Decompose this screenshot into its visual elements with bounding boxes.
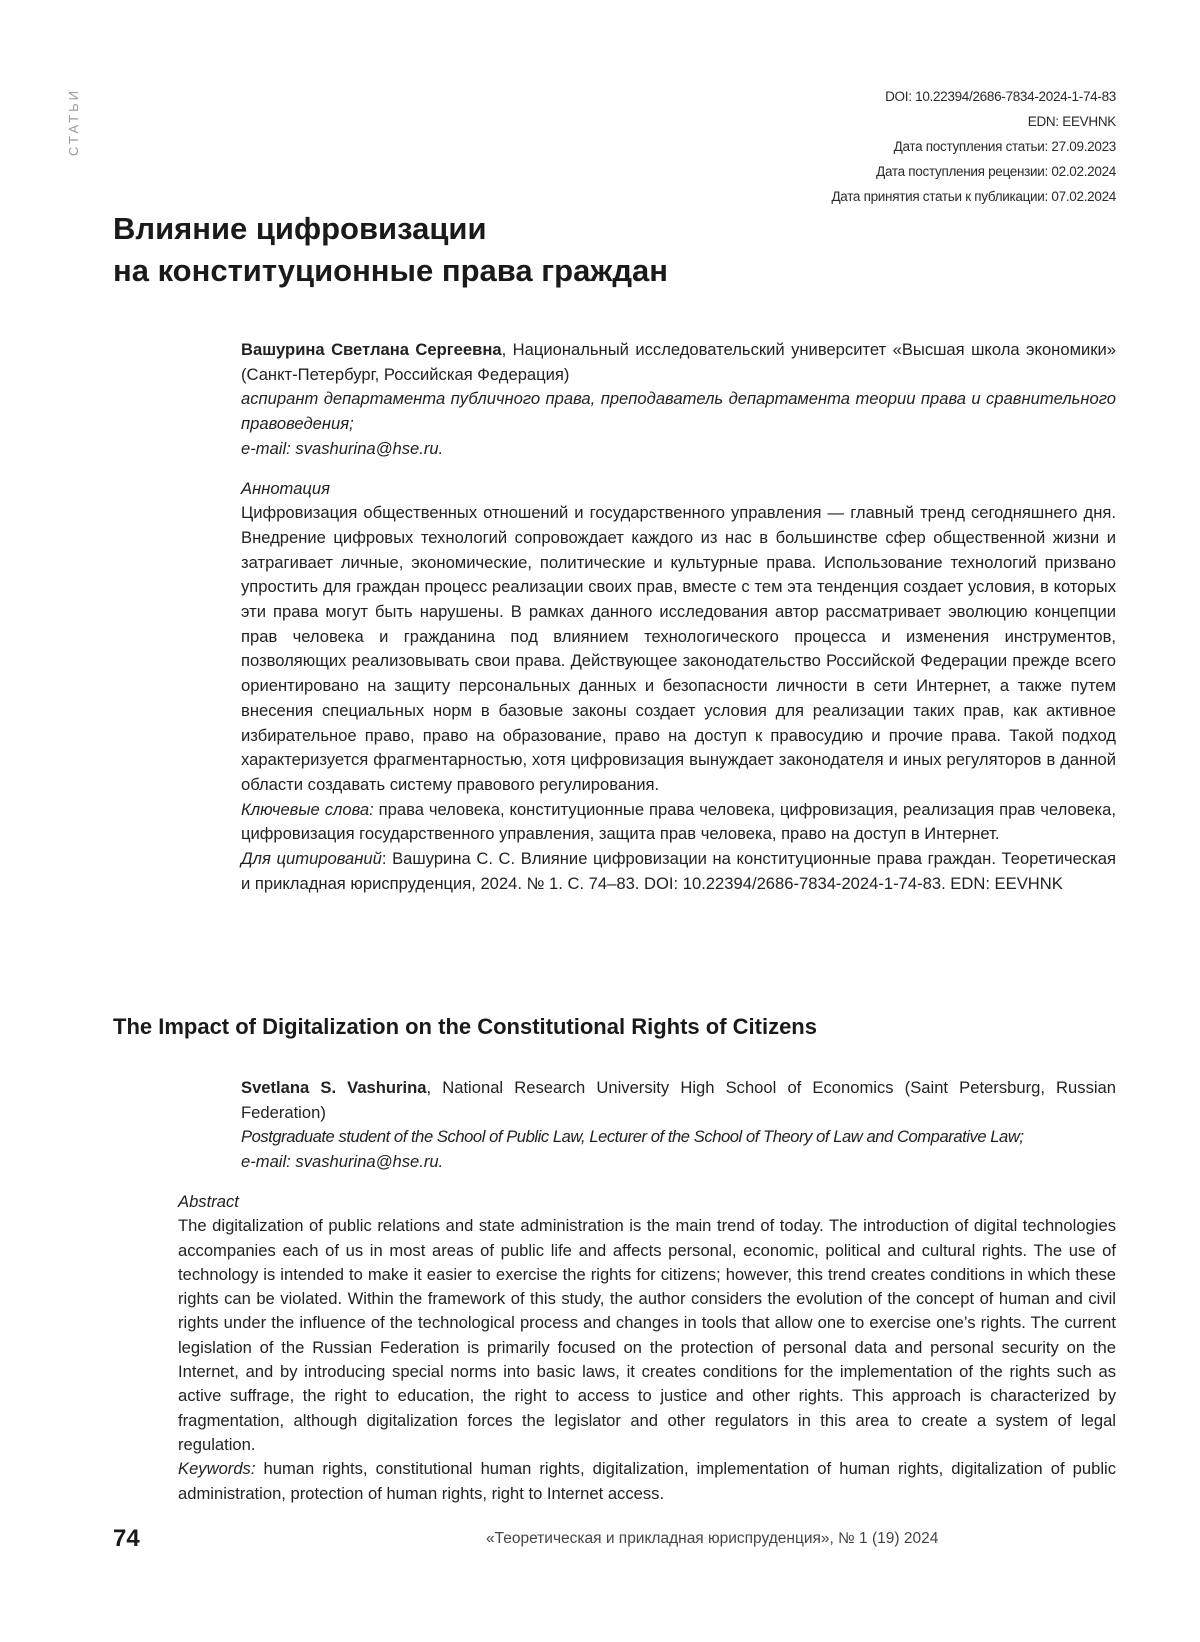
title-ru-line2: на конституционные права граждан: [113, 253, 668, 288]
ru-keywords-text: права человека, конституционные права человека, цифровизация, реализация прав человека, цифровизация государственного управления, защита прав человека, право на доступ в Интернет.: [241, 799, 1117, 844]
en-abstract-text: The digitalization of public relations and state administration is the main trend of today. The introduction of digital technologies accompanies each of us in most areas of public life and affects personal, economic, political and cultural rights. The use of technology is intended to make it easier to exercise the rights for citizens; however, this trend creates conditions in which these rights can be violated. Within the framework of this study, the author considers the evolution of the concept of human and civil rights under the influence of the technological process and changes in tools that allow one to exercise one’s rights. The current legislation of the Russian Federation is primarily focused on the protection of personal data and personal security on the Internet, and by introducing special norms into basic laws, it creates conditions for the implementation of the rights such as active suffrage, the right to education, the right to access to justice and other rights. This approach is characterized by fragmentation, although digitalization forces the legislator and other regulators in this area to create a system of legal regulation.: [178, 1216, 1116, 1454]
en-keywords-text: human rights, constitutional human rights, digitalization, implementation of human rights, digitalization of public administration, protection of human rights, right to Internet access.: [178, 1459, 1116, 1503]
en-author-name: Svetlana S. Vashurina: [241, 1078, 427, 1097]
en-author-block: [241, 1076, 1116, 1175]
ru-author-position: аспирант департамента публичного права, преподаватель департамента теории права и сравнительного правоведения;: [241, 389, 1116, 434]
ru-author-affiliation: , Национальный исследовательский университет «Высшая школа экономики» (Санкт-Петербург, Российская Федерация): [241, 340, 1117, 384]
ru-keywords-label: Ключевые слова:: [241, 799, 374, 819]
ru-author-email: e-mail: svashurina@hse.ru.: [241, 438, 444, 458]
ru-author-line: [241, 338, 1116, 387]
accepted-date: Дата принятия статьи к публикации: 07.02.2024: [831, 189, 1116, 204]
journal-running-footer: «Теоретическая и прикладная юриспруденция», № 1 (19) 2024: [486, 1530, 939, 1547]
en-author-email: e-mail: svashurina@hse.ru.: [241, 1152, 444, 1172]
title-ru-line1: Влияние цифровизации: [113, 211, 487, 246]
en-keywords: [178, 1457, 1116, 1506]
section-label: СТАТЬИ: [66, 88, 81, 156]
received-date: Дата поступления статьи: 27.09.2023: [893, 139, 1116, 154]
en-author-affiliation: , National Research University High School of Economics (Saint Petersburg, Russian Federation): [241, 1078, 1117, 1122]
en-abstract-heading: Abstract: [178, 1192, 239, 1211]
ru-citation: [241, 847, 1116, 896]
doi: DOI: 10.22394/2686-7834-2024-1-74-83: [885, 89, 1116, 104]
ru-citation-text: : Вашурина С. С. Влияние цифровизации на конституционные права граждан. Теоретическая и прикладная юриспруденция, 2024. № 1. С. 74–83. DOI: 10.22394/2686-7834-2024-1-74-83. EDN: EEVHNK: [241, 849, 1116, 893]
edn: EDN: EEVHNK: [1027, 114, 1116, 129]
ru-author-name: Вашурина Светлана Сергеевна: [241, 340, 502, 359]
en-author-position: Postgraduate student of the School of Public Law, Lecturer of the School of Theory of Law and Comparative Law;: [241, 1127, 1024, 1147]
article-title-en: The Impact of Digitalization on the Constitutional Rights of Citizens: [113, 1014, 817, 1039]
ru-author-and-abstract: [241, 338, 1116, 896]
ru-abstract-text: Цифровизация общественных отношений и государственного управления — главный тренд сегодняшнего дня. Внедрение цифровых технологий сопровождает каждого из нас в большинстве сфер общественной жизни и затрагивает личные, экономические, политические и культурные права. Использование технологий призвано упростить для граждан процесс реализации своих прав, вместе с тем эта тенденция создает условия, в которых эти права могут быть нарушены. В рамках данного исследования автор рассматривает эволюцию концепции прав человека и гражданина под влиянием технологического процесса и изменения инструментов, позволяющих реализовывать свои права. Действующее законодательство Российской Федерации прежде всего ориентировано на защиту персональных данных и безопасности личности в сети Интернет, а также путем внесения специальных норм в базовые законы создает условия для реализации таких прав, как активное избирательное право, право на образование, право на доступ к правосудию и прочие права. Такой подход характеризуется фрагментарностью, хотя цифровизация вынуждает законодателя и иных регуляторов в данной области создавать систему правового регулирования.: [241, 503, 1116, 794]
en-author-line: [241, 1076, 1116, 1125]
ru-abstract-heading: Аннотация: [241, 478, 331, 498]
ru-citation-label: Для цитирований: [241, 849, 382, 869]
article-title-ru: [113, 208, 1013, 292]
page-number: 74: [113, 1525, 140, 1552]
ru-keywords: [241, 798, 1116, 847]
en-keywords-label: Keywords:: [178, 1459, 256, 1479]
article-metadata: [831, 84, 1116, 209]
en-abstract-block: [178, 1190, 1116, 1506]
review-date: Дата поступления рецензии: 02.02.2024: [876, 164, 1116, 179]
